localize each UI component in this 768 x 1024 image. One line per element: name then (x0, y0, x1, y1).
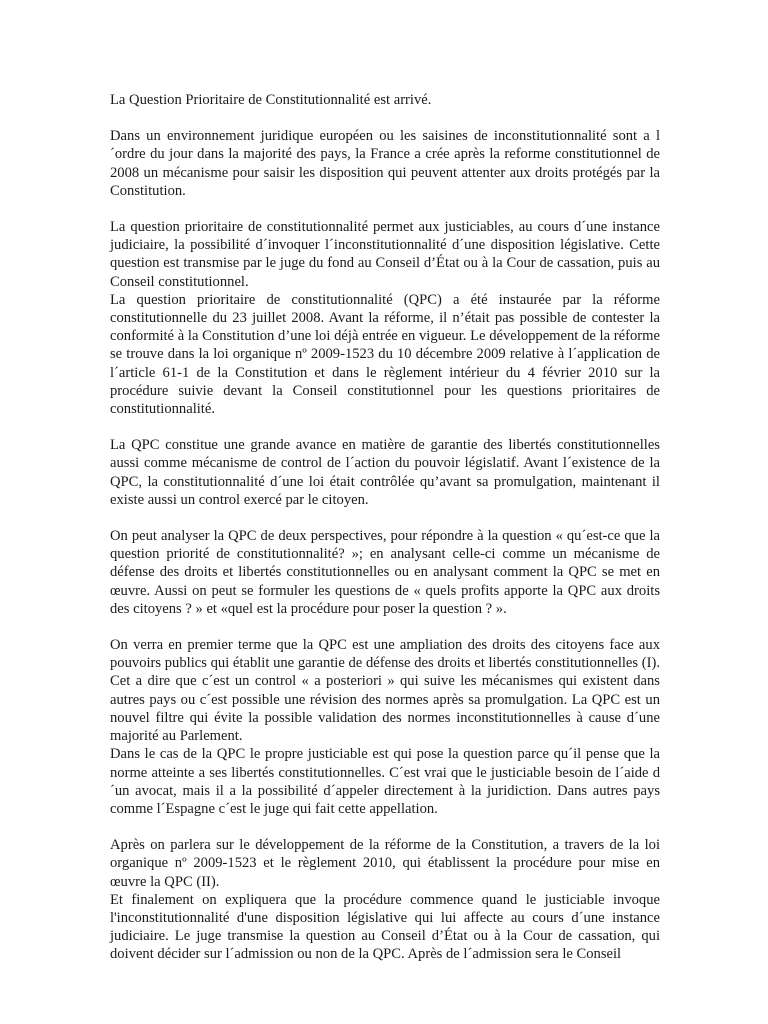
paragraph: On peut analyser la QPC de deux perspectives, pour répondre à la question « qu´est-ce que la question priorité de constitutionnalité? »; en analysant celle-ci comme un mécanisme de défense des droits et libertés constitutionnelles ou en analysant comment la QPC se met en œuvre. Aussi on peut se formuler les questions de « quels profits apporte la QPC aux droits des citoyens ? » et «quel est la procédure pour poser la question ? ». (110, 528, 660, 617)
paragraph: Et finalement on expliquera que la procédure commence quand le justiciable invoque l'inconstitutionnalité d'une disposition législative qui lui affecte au cours d´une instance judiciaire. Le juge transmise la question au Conseil d’État ou à la Cour de cassation, qui doivent décider sur l´admission ou non de la QPC. Après de l´admission sera le Conseil (110, 891, 660, 963)
paragraph: Dans le cas de la QPC le propre justiciable est qui pose la question parce qu´il pense que la norme atteinte a ses libertés constitutionnelles. C´est vrai que le justiciable besoin de l´aide d´un avocat, mais il a la possibilité d´appeler directement à la juridiction. Dans autres pays comme l´Espagne c´est le juge qui fait cette appellation. (110, 746, 660, 817)
paragraph: La question prioritaire de constitutionnalité permet aux justiciables, au cours d´une instance judiciaire, la possibilité d´invoquer l´inconstitutionnalité d´une disposition législative. Cette question est transmise par le juge du fond au Conseil d’État ou à la Cour de cassation, puis au Conseil constitutionnel. (110, 219, 660, 290)
document-title-line: La Question Prioritaire de Constitutionnalité est arrivé. (110, 92, 432, 108)
paragraph: Dans un environnement juridique européen ou les saisines de inconstitutionnalité sont a l´ordre du jour dans la majorité des pays, la France a crée après la reforme constitutionnel de 2008 un mécanisme pour saisir les disposition qui peuvent attenter aux droits protégés par la Constitution. (110, 128, 660, 199)
paragraph: On verra en premier terme que la QPC est une ampliation des droits des citoyens face aux pouvoirs publics qui établit une garantie de défense des droits et libertés constitutionnelles (I). Cet a dire que c´est un control « a posteriori » qui suive les mécanismes qui existent dans autres pays ou c´est possible une révision des normes après sa promulgation. La QPC est un nouvel filtre qui évite la possible validation des normes inconstitutionnelles à cause d´une majorité au Parlement. (110, 637, 660, 745)
paragraph: La QPC constitue une grande avance en matière de garantie des libertés constitutionnelles aussi comme mécanisme de control de l´action du pouvoir législatif. Avant l´existence de la QPC, la constitutionnalité d´une loi était contrôlée qu’avant sa promulgation, maintenant il existe aussi un control exercé par le citoyen. (110, 437, 660, 508)
paragraph: Après on parlera sur le développement de la réforme de la Constitution, a travers de la loi organique nº 2009-1523 et le règlement 2010, qui établissent la procédure pour mise en œuvre la QPC (II). (110, 837, 660, 890)
paragraph: La question prioritaire de constitutionnalité (QPC) a été instaurée par la réforme constitutionnelle du 23 juillet 2008. Avant la réforme, il n’était pas possible de contester la conformité à la Constitution d’une loi déjà entrée en vigueur. Le développement de la réforme se trouve dans la loi organique nº 2009-1523 du 10 décembre 2009 relative à l´application de l´article 61-1 de la Constitution et dans le règlement intérieur du 4 février 2010 sur la procédure suivie devant la Conseil constitutionnel pour les questions prioritaires de constitutionnalité. (110, 291, 660, 418)
document-body (110, 91, 660, 964)
